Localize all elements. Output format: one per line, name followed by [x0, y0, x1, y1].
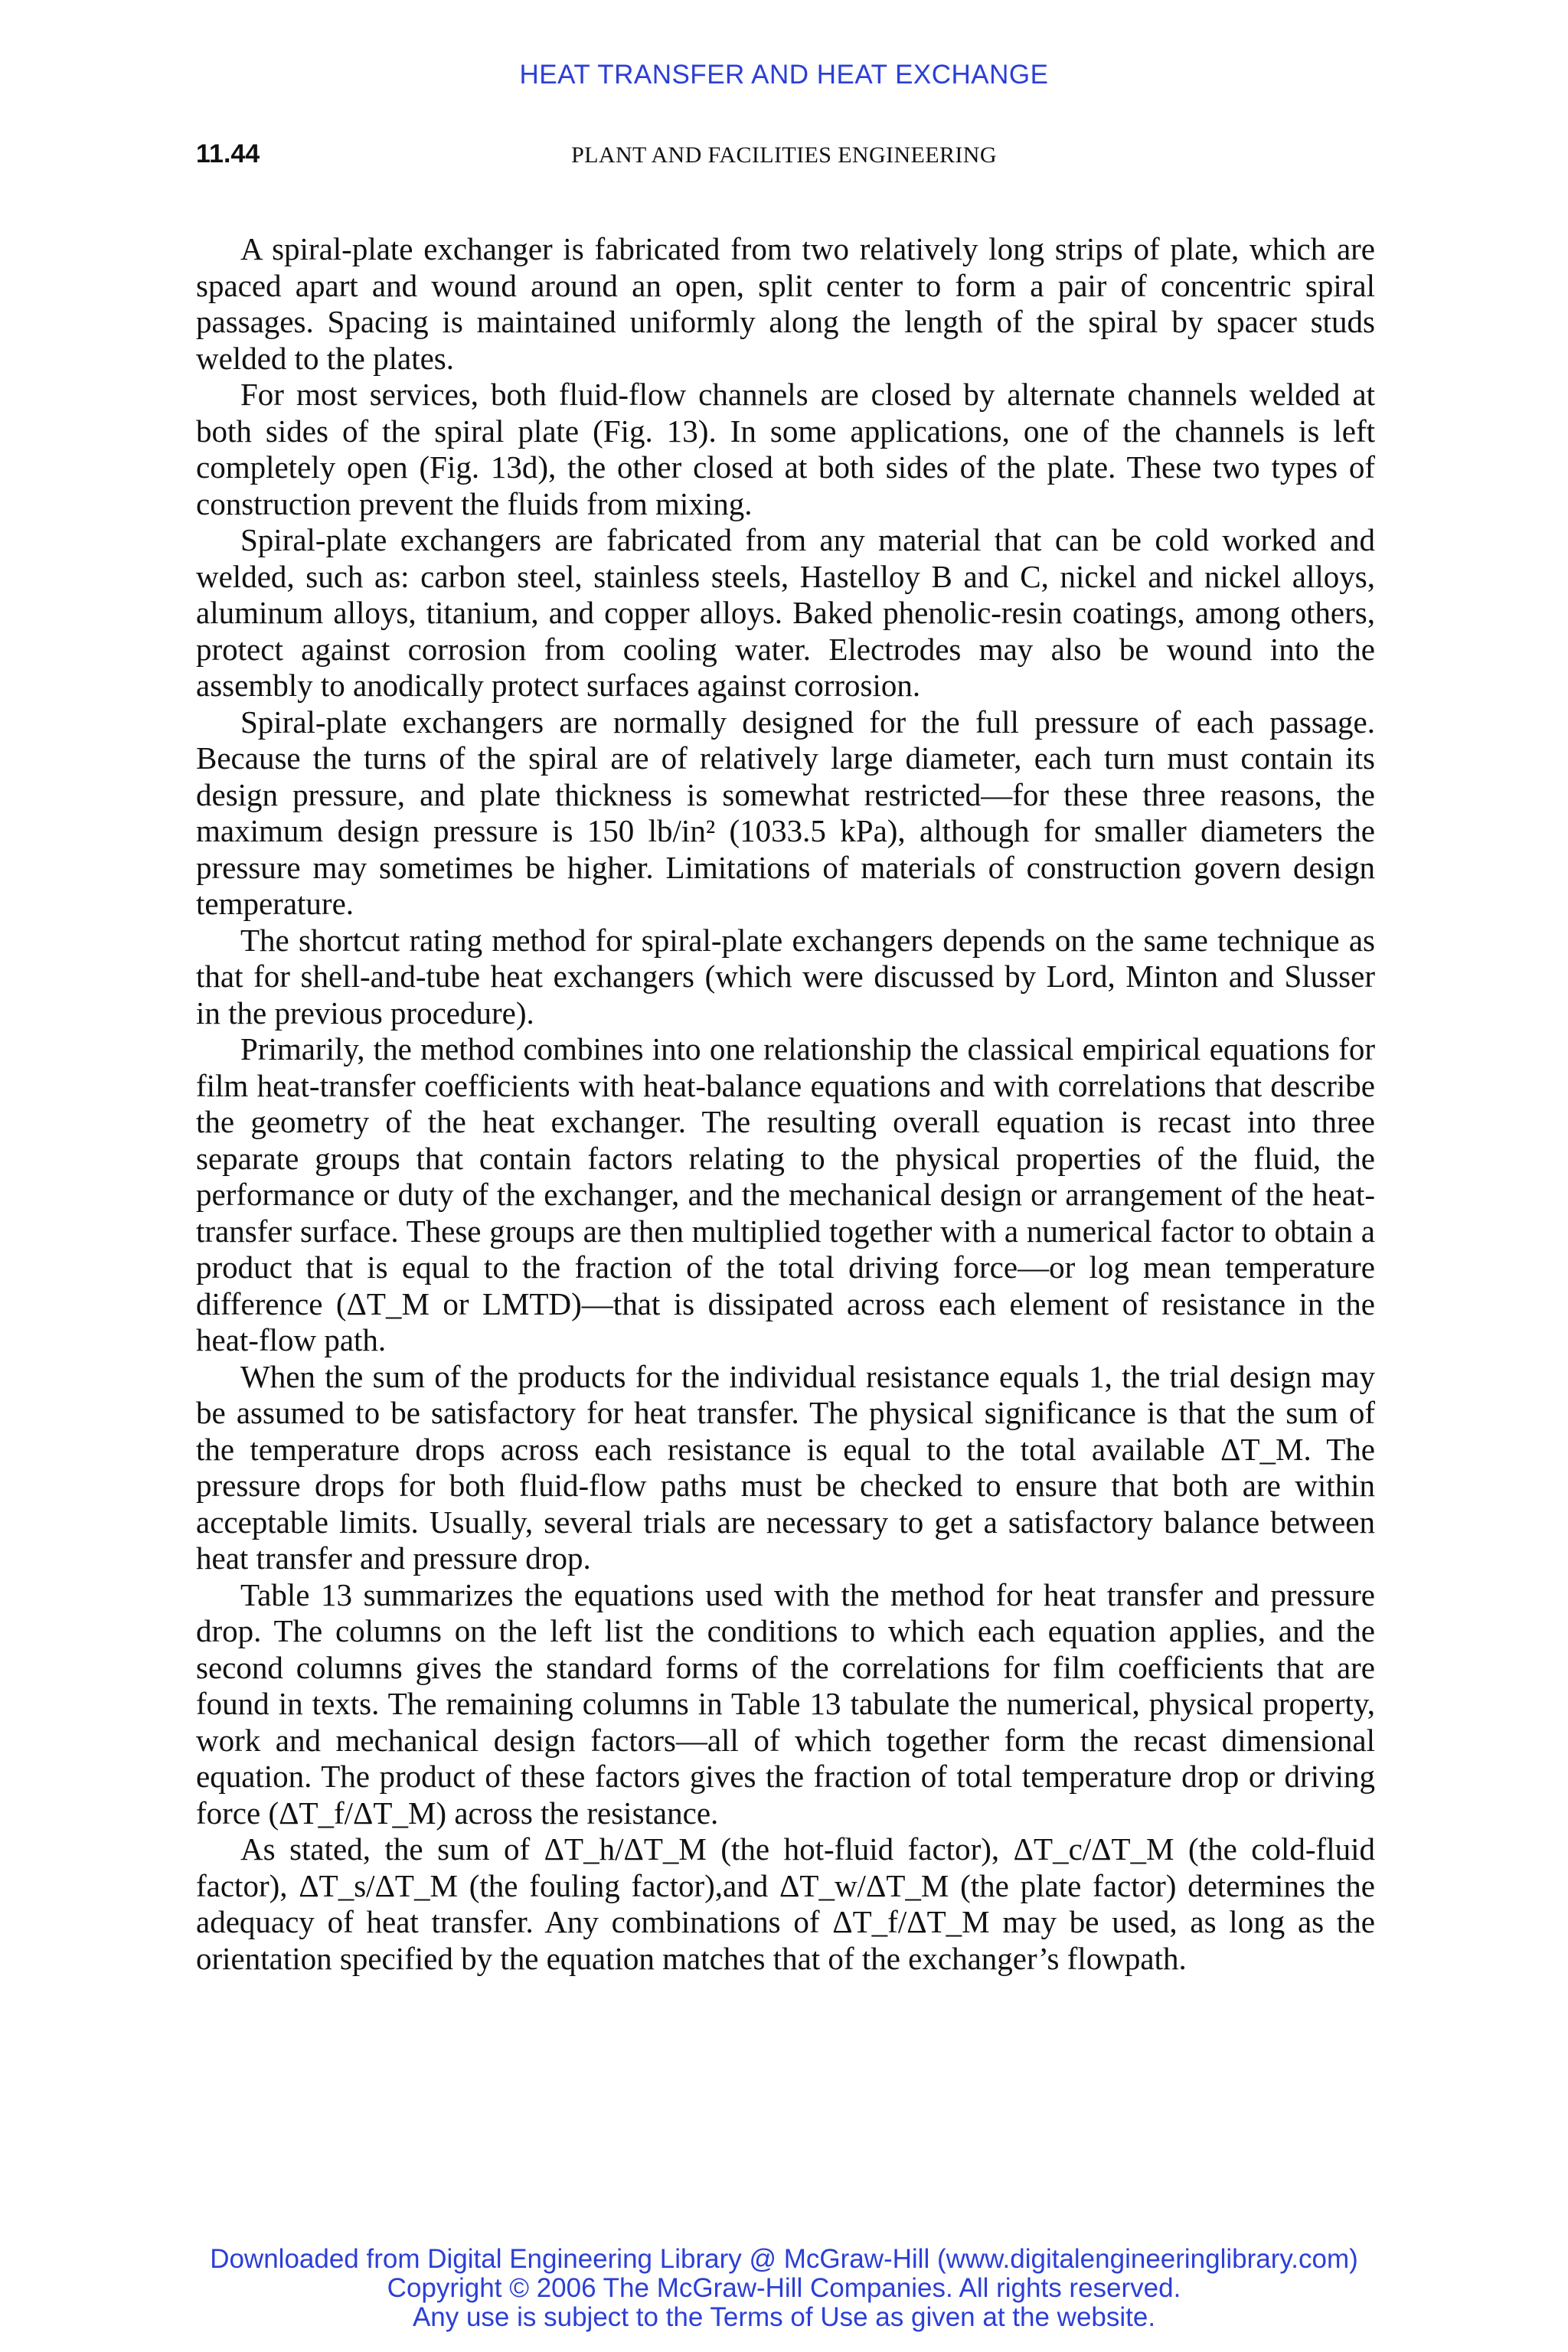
paragraph: The shortcut rating method for spiral-plate exchangers depends on the same technique as that for shell-and-tube heat exchangers (which were discussed by Lord, Minton and Slusser in the previous procedure). [196, 922, 1375, 1031]
footer-terms-link[interactable]: Any use is subject to the Terms of Use as given at the website. [412, 2302, 1156, 2332]
paragraph: Primarily, the method combines into one relationship the classical empirical equations for film heat-transfer coefficients with heat-balance equations and with correlations that describe the geometry of the heat exchanger. The resulting overall equation is recast into three separate groups that contain factors relating to the physical properties of the fluid, the performance or duty of the exchanger, and the mechanical design or arrangement of the heat-transfer surface. These groups are then multiplied together with a numerical factor to obtain a product that is equal to the fraction of the total driving force—or log mean temperature difference (ΔT_M or LMTD)—that is dissipated across each element of resistance in the heat-flow path. [196, 1031, 1375, 1357]
top-banner-link[interactable]: HEAT TRANSFER AND HEAT EXCHANGE [519, 60, 1049, 90]
footer-copyright[interactable]: Copyright © 2006 The McGraw-Hill Companies. All rights reserved. [387, 2273, 1181, 2303]
page-number: 11.44 [196, 139, 260, 168]
paragraph: Spiral-plate exchangers are normally designed for the full pressure of each passage. Because the turns of the spiral are of relatively large diameter, each turn must contain its design pressure, and plate thickness is somewhat restricted—for these three reasons, the maximum design pressure is 150 lb/in² (1033.5 kPa), although for smaller diameters the pressure may sometimes be higher. Limitations of materials of construction govern design temperature. [196, 704, 1375, 921]
footer-download-link[interactable]: Downloaded from Digital Engineering Library @ McGraw-Hill (www.digitalengineeringlibrary.com) [210, 2244, 1358, 2274]
paragraph: Table 13 summarizes the equations used with the method for heat transfer and pressure drop. The columns on the left list the conditions to which each equation applies, and the second columns gives the standard forms of the correlations for film coefficients that are found in texts. The remaining columns in Table 13 tabulate the numerical, physical property, work and mechanical design factors—all of which together form the recast dimensional equation. The product of these factors gives the fraction of total temperature drop or driving force (ΔT_f/ΔT_M) across the resistance. [196, 1576, 1375, 1831]
paragraph: For most services, both fluid-flow channels are closed by alternate channels welded at both sides of the spiral plate (Fig. 13). In some applications, one of the channels is left completely open (Fig. 13d), the other closed at both sides of the plate. These two types of construction prevent the fluids from mixing. [196, 377, 1375, 521]
running-head: PLANT AND FACILITIES ENGINEERING [571, 142, 997, 168]
paragraph: As stated, the sum of ΔT_h/ΔT_M (the hot-fluid factor), ΔT_c/ΔT_M (the cold-fluid factor), ΔT_s/ΔT_M (the fouling factor),and ΔT_w/ΔT_M (the plate factor) determines the adequacy of heat transfer. Any combinations of ΔT_f/ΔT_M may be used, as long as the orientation specified by the equation matches that of the exchanger’s flowpath. [196, 1831, 1375, 1976]
paragraph: A spiral-plate exchanger is fabricated from two relatively long strips of plate, which are spaced apart and wound around an open, split center to form a pair of concentric spiral passages. Spacing is maintained uniformly along the length of the spiral by spacer studs welded to the plates. [196, 231, 1375, 376]
paragraph: Spiral-plate exchangers are fabricated from any material that can be cold worked and welded, such as: carbon steel, stainless steels, Hastelloy B and C, nickel and nickel alloys, aluminum alloys, titanium, and copper alloys. Baked phenolic-resin coatings, among others, protect against corrosion from cooling water. Electrodes may also be wound into the assembly to anodically protect surfaces against corrosion. [196, 522, 1375, 703]
body-text [196, 231, 1375, 1977]
footer [0, 2245, 1568, 2332]
paragraph: When the sum of the products for the individual resistance equals 1, the trial design may be assumed to be satisfactory for heat transfer. The physical significance is that the sum of the temperature drops across each resistance is equal to the total available ΔT_M. The pressure drops for both fluid-flow paths must be checked to ensure that both are within acceptable limits. Usually, several trials are necessary to get a satisfactory balance between heat transfer and pressure drop. [196, 1358, 1375, 1576]
